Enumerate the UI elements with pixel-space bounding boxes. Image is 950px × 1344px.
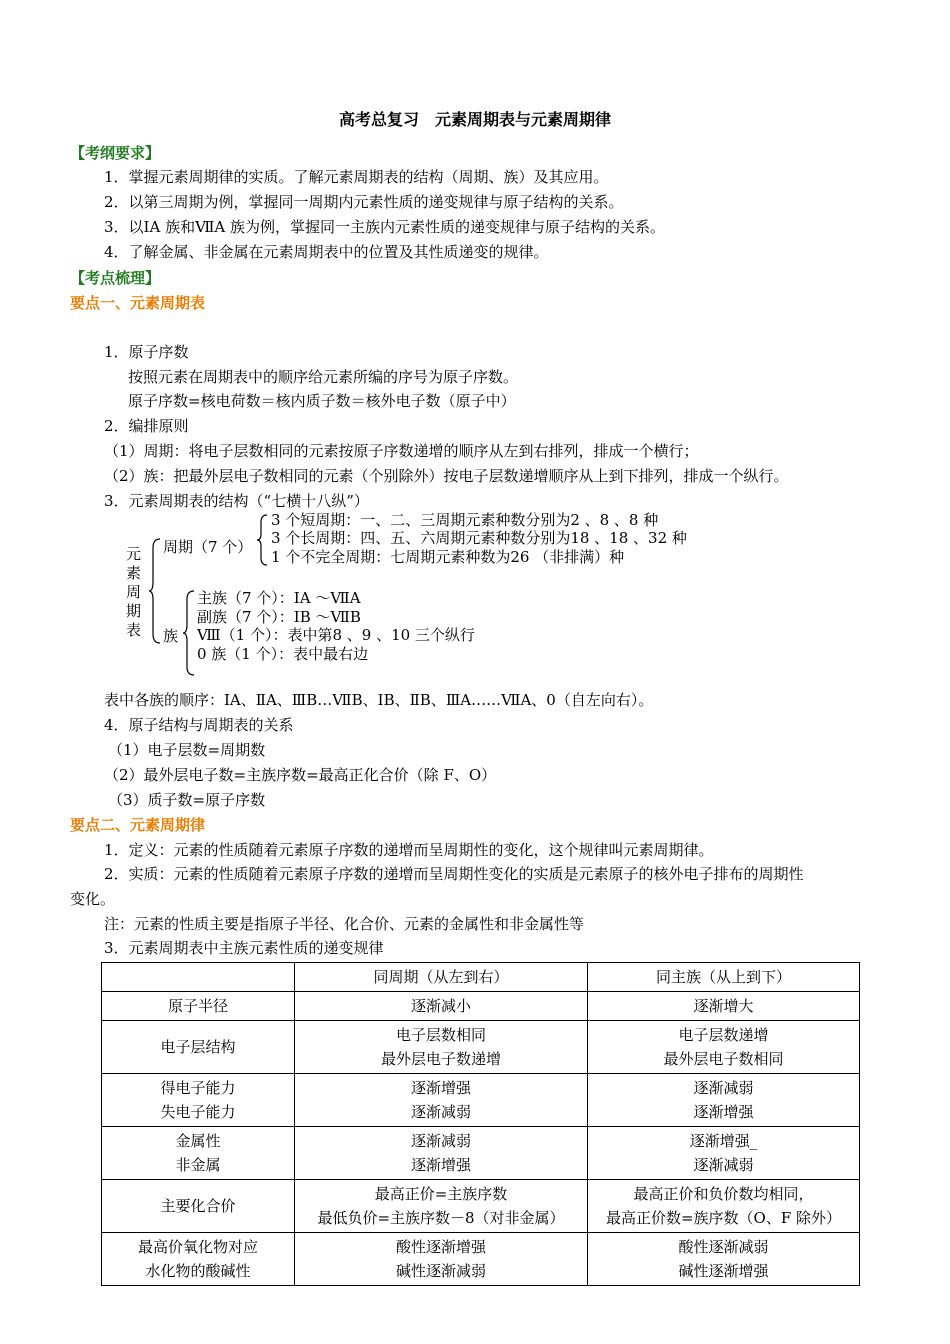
table-cell [588,1233,860,1286]
cell-line: 电子层数递增 [678,1026,769,1044]
cell-line: 逐渐减弱 [410,1132,471,1150]
point1-text: （2）最外层电子数=主族序数=最高正化合价（除 F、O） [104,766,497,784]
period-item: 3 个短周期：一、二、三周期元素种数分别为2 、8 、8 种 [271,511,659,529]
cell-line: 最外层电子数相同 [663,1050,784,1068]
table-cell [295,1127,588,1180]
table-cell [102,1074,295,1127]
cell-line: 最外层电子数递增 [380,1050,501,1068]
section-heading-requirements: 【考纲要求】 [70,144,161,162]
table-cell [295,1074,588,1127]
point2-text: 注：元素的性质主要是指原子半径、化合价、元素的金属性和非金属性等 [104,915,585,933]
table-row [102,992,860,1021]
point1-text: （1）电子层数=周期数 [108,741,266,759]
group-item: 0 族（1 个）：表中最右边 [197,645,369,663]
structure-root-char: 期 [126,602,142,620]
cell-line: 逐渐减弱 [693,1079,754,1097]
brace-icon [182,590,196,676]
group-label: 族 [163,627,179,645]
cell-line: 非金属 [175,1156,221,1174]
cell-line: 逐渐减弱 [693,1156,754,1174]
cell-line: 酸性逐渐增强 [395,1238,486,1256]
cell-line: 酸性逐渐减弱 [678,1238,769,1256]
point1-text: 按照元素在周期表中的顺序给元素所编的序号为原子序数。 [128,368,519,386]
table-cell [102,992,295,1021]
cell-line: 电子层结构 [160,1038,236,1056]
table-header-cell: 同主族（从上到下） [588,963,860,992]
period-label: 周期（7 个） [163,538,253,556]
point1-text: 表中各族的顺序：ⅠA、ⅡA、ⅢB…ⅦB、ⅠB、ⅡB、ⅢA……ⅦA、0（自左向右）。 [104,691,654,709]
requirement-item: 3．以ⅠA 族和ⅦA 族为例，掌握同一主族内元素性质的递变规律与原子结构的关系。 [104,218,666,236]
point2-text: 1．定义：元素的性质随着元素原子序数的递增而呈周期性的变化，这个规律叫元素周期律。 [104,841,714,859]
cell-line: 最高正价=主族序数 [374,1185,508,1203]
cell-line: 失电子能力 [160,1103,236,1121]
structure-root-char: 元 [126,545,142,563]
table-cell [588,992,860,1021]
table-cell [102,1180,295,1233]
point1-text: 原子序数=核电荷数＝核内质子数＝核外电子数（原子中） [128,392,516,410]
table-cell [588,1021,860,1074]
table-row [102,1021,860,1074]
point1-text: 4．原子结构与周期表的关系 [104,716,294,734]
group-item: Ⅷ（1 个）：表中第8 、9 、10 三个纵行 [197,626,475,644]
requirement-item: 4．了解金属、非金属在元素周期表中的位置及其性质递变的规律。 [104,243,549,261]
structure-root-char: 周 [126,583,142,601]
cell-line: 电子层数相同 [395,1026,486,1044]
point2-text: 变化。 [70,890,116,908]
table-row [102,1127,860,1180]
page-title: 高考总复习 元素周期表与元素周期律 [338,110,611,129]
period-item: 1 个不完全周期：七周期元素种数为26 （非排满）种 [271,548,625,566]
point1-text: （1）周期：将电子层数相同的元素按原子序数递增的顺序从左到右排列，排成一个横行； [104,442,699,460]
point1-text: 2．编排原则 [104,417,189,435]
table-cell [102,1233,295,1286]
point1-text: 3．元素周期表的结构（“七横十八纵”） [104,492,369,510]
table-cell [295,1021,588,1074]
property-table [101,962,860,1286]
point1-text: （3）质子数=原子序数 [108,791,266,809]
cell-line: 金属性 [175,1132,221,1150]
cell-line: 原子半径 [167,997,228,1015]
group-item: 主族（7 个）：ⅠA ～ⅦA [197,589,361,607]
cell-line: 最高正价数=族序数（O、F 除外） [605,1209,842,1227]
point1-heading: 要点一、元素周期表 [70,294,206,312]
cell-line: 最低负价=主族序数－8（对非金属） [317,1209,565,1227]
table-cell [295,1180,588,1233]
table-header-row [102,963,860,992]
table-cell [102,1021,295,1074]
table-row [102,1180,860,1233]
cell-line: 最高价氧化物对应 [137,1238,258,1256]
point2-heading: 要点二、元素周期律 [70,816,206,834]
table-header-cell [102,963,295,992]
cell-line: 逐渐减弱 [410,1103,471,1121]
point2-text: 3．元素周期表中主族元素性质的递变规律 [104,939,384,957]
structure-root-char: 表 [126,621,142,639]
table-cell [295,992,588,1021]
cell-line: 逐渐增大 [693,997,754,1015]
table-cell [295,1233,588,1286]
table-cell [102,1127,295,1180]
cell-line: 逐渐增强 [410,1156,471,1174]
brace-icon [148,538,162,644]
cell-line: 逐渐减小 [410,997,471,1015]
brace-icon [256,514,268,566]
cell-line: 碱性逐渐减弱 [395,1262,486,1280]
structure-root-char: 素 [126,564,142,582]
point1-text: 1．原子序数 [104,343,189,361]
period-item: 3 个长周期：四、五、六周期元素种数分别为18 、18 、32 种 [271,529,687,547]
table-row [102,1074,860,1127]
section-heading-points: 【考点梳理】 [70,269,161,287]
cell-line: 水化物的酸碱性 [145,1262,251,1280]
cell-line: 逐渐增强 [410,1079,471,1097]
requirement-item: 1．掌握元素周期律的实质。了解元素周期表的结构（周期、族）及其应用。 [104,168,609,186]
cell-line: 主要化合价 [160,1197,236,1215]
cell-line: 最高正价和负价数均相同， [633,1185,814,1203]
table-cell [588,1074,860,1127]
cell-line: 逐渐增强_ [689,1132,758,1150]
table-header-cell: 同周期（从左到右） [295,963,588,992]
cell-line: 逐渐增强 [693,1103,754,1121]
point2-text: 2．实质：元素的性质随着元素原子序数的递增而呈周期性变化的实质是元素原子的核外电子排布的周期性 [104,865,804,883]
cell-line: 碱性逐渐增强 [678,1262,769,1280]
table-row [102,1233,860,1286]
point1-text: （2）族：把最外层电子数相同的元素（个别除外）按电子层数递增顺序从上到下排列，排成一个纵行。 [104,467,789,485]
table-cell [588,1127,860,1180]
table-cell [588,1180,860,1233]
cell-line: 得电子能力 [160,1079,236,1097]
requirement-item: 2．以第三周期为例，掌握同一周期内元素性质的递变规律与原子结构的关系。 [104,193,624,211]
group-item: 副族（7 个）：ⅠB ～ⅦB [197,608,361,626]
